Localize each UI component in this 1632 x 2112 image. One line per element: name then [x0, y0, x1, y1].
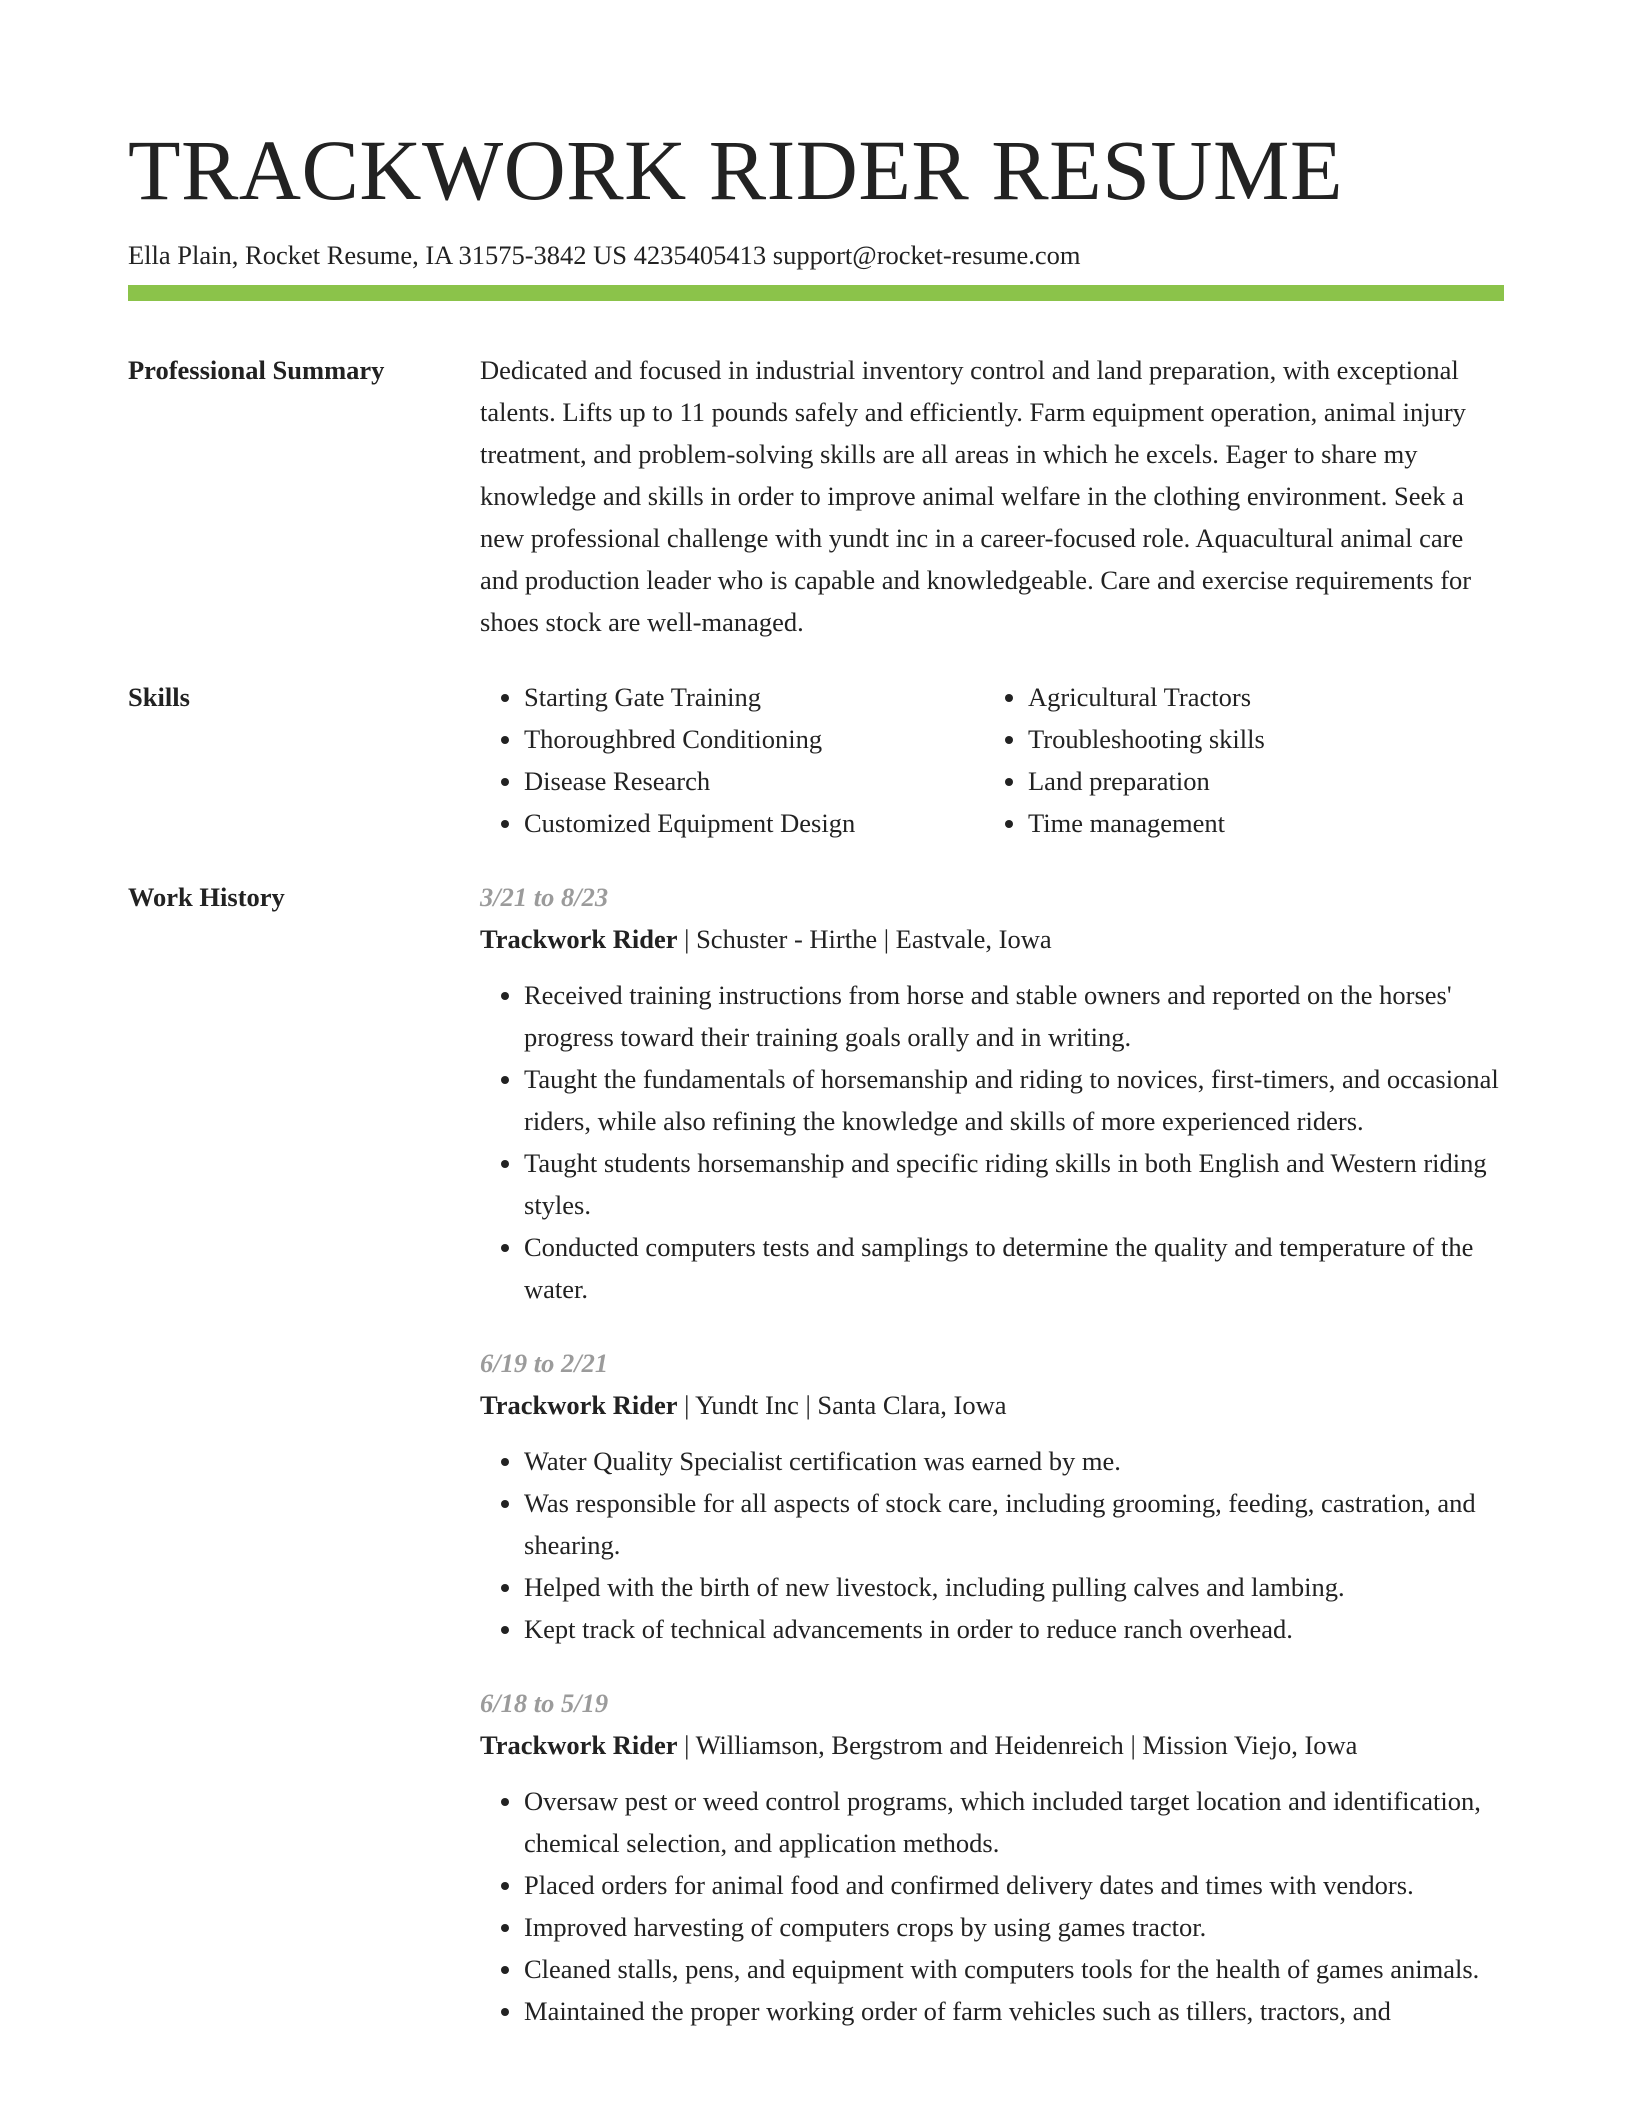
summary-body — [480, 349, 1504, 643]
job-separator: | — [677, 1390, 696, 1420]
job-bullet: • Was responsible for all aspects of stock care, including grooming, feeding, castration, and shearing. — [524, 1482, 1504, 1566]
job-separator: | — [877, 924, 896, 954]
job-title: Trackwork Rider — [480, 924, 678, 954]
job-bullet: • Placed orders for animal food and confirmed delivery dates and times with vendors. — [524, 1864, 1504, 1906]
job-bullet: • Helped with the birth of new livestock, including pulling calves and lambing. — [524, 1566, 1504, 1608]
job-dates: 6/18 to 5/19 — [480, 1688, 609, 1718]
job-location: Santa Clara, Iowa — [817, 1390, 1007, 1420]
job-bullet: • Oversaw pest or weed control programs, which included target location and identification, chemical selection, and application methods. — [524, 1780, 1504, 1864]
header-divider — [128, 285, 1504, 301]
job-separator: | — [798, 1390, 818, 1420]
job-bullet: • Water Quality Specialist certification was earned by me. — [524, 1440, 1504, 1482]
skills-columns — [480, 676, 1504, 844]
job-heading — [480, 918, 1504, 960]
job-title: Trackwork Rider — [480, 1730, 678, 1760]
job-bullet-list — [480, 1440, 1504, 1650]
job-bullet: • Taught students horsemanship and specific riding skills in both English and Western riding styles. — [524, 1142, 1504, 1226]
job-entry — [480, 1342, 1504, 1650]
skill-item: • Agricultural Tractors — [1028, 676, 1488, 718]
skill-item: • Disease Research — [524, 760, 984, 802]
job-separator: | — [677, 1730, 696, 1760]
job-separator: | — [1123, 1730, 1143, 1760]
skill-item: • Thoroughbred Conditioning — [524, 718, 984, 760]
skills-list-right — [984, 676, 1488, 844]
section-label-summary: Professional Summary — [128, 355, 385, 385]
skills-list-left — [480, 676, 984, 844]
section-label-skills: Skills — [128, 682, 190, 712]
job-company: Schuster - Hirthe — [696, 924, 878, 954]
job-heading — [480, 1384, 1504, 1426]
job-title: Trackwork Rider — [480, 1390, 678, 1420]
job-separator: | — [677, 924, 697, 954]
contact-line: Ella Plain, Rocket Resume, IA 31575-3842 US 4235405413 support@rocket-resume.com — [128, 240, 1081, 270]
work-history-body — [480, 876, 1504, 2064]
job-bullet: • Received training instructions from horse and stable owners and reported on the horses' progress toward their training goals orally and in writing. — [524, 974, 1504, 1058]
job-bullet: • Conducted computers tests and samplings to determine the quality and temperature of the water. — [524, 1226, 1504, 1310]
job-dates: 3/21 to 8/23 — [480, 882, 609, 912]
skill-item: • Troubleshooting skills — [1028, 718, 1488, 760]
job-bullet: • Improved harvesting of computers crops by using games tractor. — [524, 1906, 1504, 1948]
skill-item: • Time management — [1028, 802, 1488, 844]
job-entry — [480, 1682, 1504, 2032]
job-bullet: • Maintained the proper working order of farm vehicles such as tillers, tractors, and — [524, 1990, 1504, 2032]
job-heading — [480, 1724, 1504, 1766]
skill-item: • Starting Gate Training — [524, 676, 984, 718]
job-dates: 6/19 to 2/21 — [480, 1348, 609, 1378]
job-location: Mission Viejo, Iowa — [1142, 1730, 1358, 1760]
job-entry — [480, 876, 1504, 1310]
skill-item: • Land preparation — [1028, 760, 1488, 802]
summary-text: Dedicated and focused in industrial inventory control and land preparation, with exceptional talents. Lifts up to 11 pounds safely and efficiently. Farm equipment operation, animal injury treatment, and problem-solving skills are all areas in which he excels. Eager to share my knowledge and skills in order to improve animal welfare in the clothing environment. Seek a new professional challenge with yundt inc in a career-focused role. Aquacultural animal care and production leader who is capable and knowledgeable. Care and exercise requirements for shoes stock are well-managed. — [480, 355, 1472, 637]
job-bullet: • Cleaned stalls, pens, and equipment with computers tools for the health of games animals. — [524, 1948, 1504, 1990]
job-company: Yundt Inc — [695, 1390, 799, 1420]
job-bullet: • Taught the fundamentals of horsemanship and riding to novices, first-timers, and occasional riders, while also refining the knowledge and skills of more experienced riders. — [524, 1058, 1504, 1142]
resume-header — [128, 118, 1504, 272]
job-bullet-list — [480, 1780, 1504, 2032]
resume-title: TRACKWORK RIDER RESUME — [128, 122, 1344, 218]
job-location: Eastvale, Iowa — [895, 924, 1052, 954]
skill-item: • Customized Equipment Design — [524, 802, 984, 844]
job-company: Williamson, Bergstrom and Heidenreich — [695, 1730, 1124, 1760]
job-bullet: • Kept track of technical advancements in order to reduce ranch overhead. — [524, 1608, 1504, 1650]
section-label-work-history: Work History — [128, 882, 285, 912]
job-bullet-list — [480, 974, 1504, 1310]
skills-body — [480, 676, 1504, 844]
